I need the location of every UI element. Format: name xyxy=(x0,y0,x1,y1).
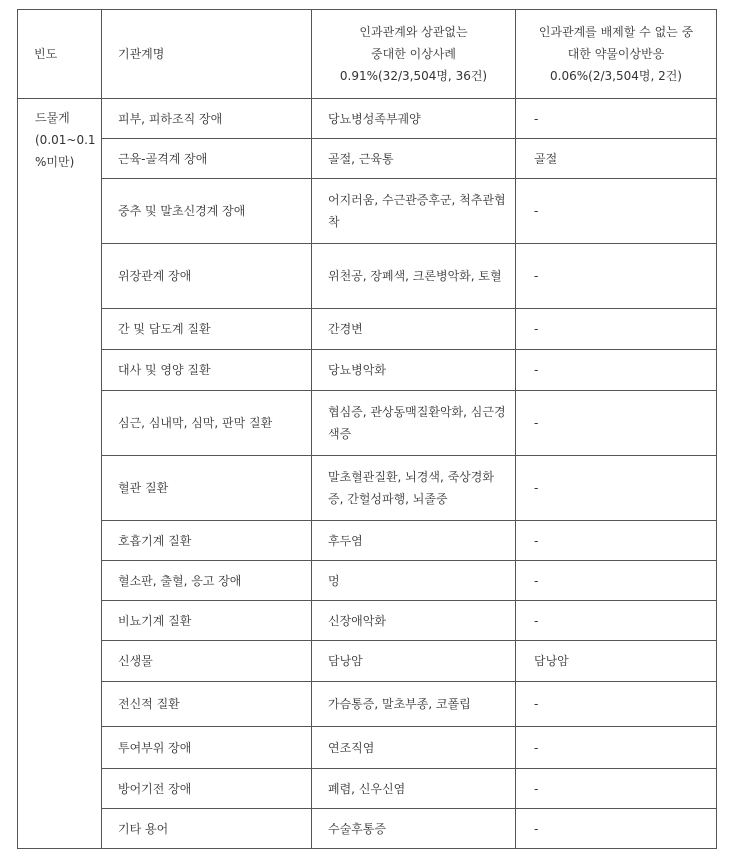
table-row xyxy=(18,350,717,391)
serious-ae-cell: 위천공, 장폐색, 크론병악화, 토혈 xyxy=(312,244,516,309)
adr-cell: - xyxy=(516,179,717,244)
adr-cell: - xyxy=(516,99,717,139)
serious-ae-cell: 폐렴, 신우신염 xyxy=(312,769,516,809)
table-row xyxy=(18,809,717,849)
table-row xyxy=(18,727,717,769)
adr-cell: 골절 xyxy=(516,139,717,179)
table-row xyxy=(18,561,717,601)
adr-cell: - xyxy=(516,601,717,641)
serious-ae-cell: 멍 xyxy=(312,561,516,601)
header-serious-adverse-events xyxy=(312,10,516,99)
organ-class-cell: 투여부위 장애 xyxy=(102,727,312,769)
table-row xyxy=(18,456,717,521)
serious-ae-cell: 당뇨병악화 xyxy=(312,350,516,391)
organ-class-cell: 방어기전 장애 xyxy=(102,769,312,809)
adr-cell: - xyxy=(516,391,717,456)
adr-cell: - xyxy=(516,309,717,350)
header-serious-ae-line3: 0.91%(32/3,504명, 36건) xyxy=(339,69,488,83)
organ-class-cell: 대사 및 영양 질환 xyxy=(102,350,312,391)
serious-ae-cell: 수술후통증 xyxy=(312,809,516,849)
serious-ae-cell: 골절, 근육통 xyxy=(312,139,516,179)
frequency-cell xyxy=(18,99,102,849)
organ-class-cell: 비뇨기계 질환 xyxy=(102,601,312,641)
header-adr-line2: 대한 약물이상반응 xyxy=(567,47,665,61)
serious-ae-cell: 신장애악화 xyxy=(312,601,516,641)
header-organ-class: 기관계명 xyxy=(102,10,312,99)
adr-cell: - xyxy=(516,769,717,809)
table-row xyxy=(18,769,717,809)
serious-ae-cell: 후두염 xyxy=(312,521,516,561)
adr-cell: 담낭암 xyxy=(516,641,717,682)
table-row xyxy=(18,521,717,561)
serious-ae-cell: 말초혈관질환, 뇌경색, 죽상경화증, 간헐성파행, 뇌졸중 xyxy=(312,456,516,521)
table-row xyxy=(18,179,717,244)
adr-cell: - xyxy=(516,682,717,727)
adr-cell: - xyxy=(516,809,717,849)
organ-class-cell: 기타 용어 xyxy=(102,809,312,849)
serious-ae-cell: 당뇨병성족부궤양 xyxy=(312,99,516,139)
serious-ae-cell: 연조직염 xyxy=(312,727,516,769)
serious-ae-cell: 가슴통증, 말초부종, 코폴립 xyxy=(312,682,516,727)
header-serious-ae-line2: 중대한 이상사례 xyxy=(371,47,456,61)
serious-ae-cell: 담낭암 xyxy=(312,641,516,682)
organ-class-cell: 전신적 질환 xyxy=(102,682,312,727)
organ-class-cell: 신생물 xyxy=(102,641,312,682)
organ-class-cell: 혈관 질환 xyxy=(102,456,312,521)
table-row xyxy=(18,641,717,682)
organ-class-cell: 호흡기계 질환 xyxy=(102,521,312,561)
table-row xyxy=(18,244,717,309)
table-row xyxy=(18,682,717,727)
organ-class-cell: 근육-골격계 장애 xyxy=(102,139,312,179)
serious-ae-cell: 간경변 xyxy=(312,309,516,350)
adr-cell: - xyxy=(516,456,717,521)
header-serious-ae-line1: 인과관계와 상관없는 xyxy=(359,25,468,39)
serious-ae-cell: 어지러움, 수근관증후군, 척추관협착 xyxy=(312,179,516,244)
organ-class-cell: 심근, 심내막, 심막, 판막 질환 xyxy=(102,391,312,456)
table-row xyxy=(18,99,717,139)
adr-cell: - xyxy=(516,521,717,561)
organ-class-cell: 혈소판, 출혈, 응고 장애 xyxy=(102,561,312,601)
header-adr-line1: 인과관계를 배제할 수 없는 중 xyxy=(538,25,694,39)
header-frequency: 빈도 xyxy=(18,10,102,99)
table-row xyxy=(18,391,717,456)
adr-cell: - xyxy=(516,244,717,309)
adr-cell: - xyxy=(516,727,717,769)
frequency-line1: 드물게 xyxy=(35,111,70,125)
header-adr-line3: 0.06%(2/3,504명, 2건) xyxy=(550,69,682,83)
adr-cell: - xyxy=(516,561,717,601)
table-row xyxy=(18,601,717,641)
table-header-row xyxy=(18,10,717,99)
table-row xyxy=(18,139,717,179)
frequency-line3: %미만) xyxy=(35,155,75,169)
organ-class-cell: 피부, 피하조직 장애 xyxy=(102,99,312,139)
table-row xyxy=(18,309,717,350)
organ-class-cell: 위장관계 장애 xyxy=(102,244,312,309)
organ-class-cell: 중추 및 말초신경계 장애 xyxy=(102,179,312,244)
frequency-line2: (0.01~0.1 xyxy=(35,133,96,147)
serious-ae-cell: 협심증, 관상동맥질환악화, 심근경색증 xyxy=(312,391,516,456)
adverse-events-table xyxy=(17,9,717,849)
header-adverse-drug-reactions xyxy=(516,10,717,99)
organ-class-cell: 간 및 담도계 질환 xyxy=(102,309,312,350)
adr-cell: - xyxy=(516,350,717,391)
